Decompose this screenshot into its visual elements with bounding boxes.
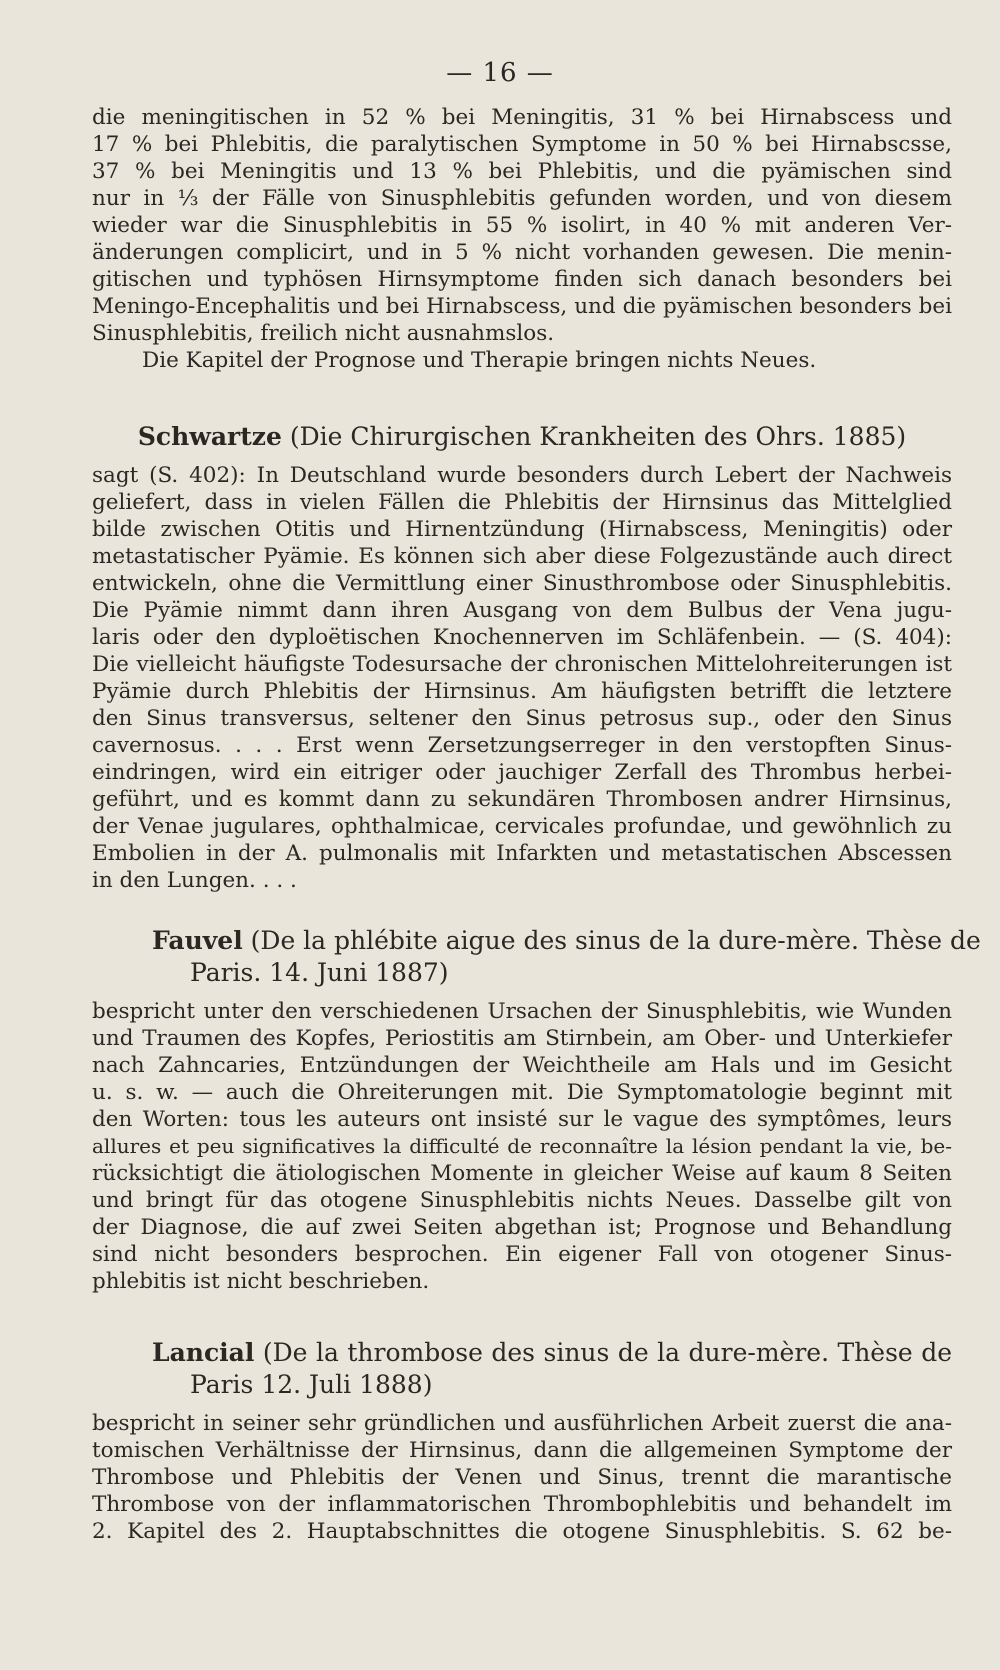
text-line: sagt (S. 402): In Deutschland wurde besonders durch Lebert der Nachweis bbox=[92, 463, 952, 488]
paragraph-statistics bbox=[92, 104, 952, 374]
text-line: 2. Kapitel des 2. Hauptabschnittes die otogene Sinusphlebitis. S. 62 be- bbox=[92, 1519, 952, 1544]
page-number: — 16 — bbox=[446, 58, 554, 88]
author-name: Lancial bbox=[152, 1338, 255, 1367]
text-line: den Worten: tous les auteurs ont insisté sur le vague des symptômes, leurs bbox=[92, 1107, 952, 1132]
section-lancial bbox=[92, 1337, 952, 1401]
text-line: laris oder den dyploëtischen Knochennerven im Schläfenbein. — (S. 404): bbox=[92, 625, 952, 650]
text-line: bilde zwischen Otitis und Hirnentzündung (Hirnabscess, Meningitis) oder bbox=[92, 517, 952, 542]
work-title-continued: Paris 12. Juli 1888) bbox=[190, 1370, 433, 1399]
author-name: Schwartze bbox=[137, 422, 282, 451]
text-line: metastatischer Pyämie. Es können sich aber diese Folgezustände auch direct bbox=[92, 544, 952, 569]
text-line: cavernosus. . . . Erst wenn Zersetzungserreger in den verstopften Sinus- bbox=[92, 733, 952, 758]
text-line: Sinusphlebitis, freilich nicht ausnahmslos. bbox=[92, 321, 555, 346]
text-line: nur in ⅓ der Fälle von Sinusphlebitis gefunden worden, und von diesem bbox=[92, 186, 952, 211]
text-line: geliefert, dass in vielen Fällen die Phlebitis der Hirnsinus das Mittelglied bbox=[92, 490, 952, 515]
text-line: den Sinus transversus, seltener den Sinus petrosus sup., oder den Sinus bbox=[92, 706, 952, 731]
text-line: und Traumen des Kopfes, Periostitis am Stirnbein, am Ober- und Unterkiefer bbox=[92, 1026, 952, 1051]
text-line: in den Lungen. . . . bbox=[92, 868, 297, 893]
text-line: 37 % bei Meningitis und 13 % bei Phlebitis, und die pyämischen sind bbox=[92, 159, 952, 184]
author-name: Fauvel bbox=[152, 926, 243, 955]
text-line: Thrombose von der inflammatorischen Thrombophlebitis und behandelt im bbox=[92, 1492, 952, 1517]
section-schwartze-body bbox=[92, 462, 952, 894]
text-line: Die vielleicht häufigste Todesursache der chronischen Mittelohreiterungen ist bbox=[92, 652, 952, 677]
work-title: (De la thrombose des sinus de la dure-mère. Thèse de bbox=[262, 1338, 952, 1367]
text-line: gitischen und typhösen Hirnsymptome finden sich danach besonders bei bbox=[92, 267, 952, 292]
text-line: bespricht in seiner sehr gründlichen und ausführlichen Arbeit zuerst die ana- bbox=[92, 1411, 952, 1436]
text-line: Pyämie durch Phlebitis der Hirnsinus. Am häufigsten betrifft die letztere bbox=[92, 679, 952, 704]
section-heading bbox=[92, 421, 952, 453]
text-line: tomischen Verhältnisse der Hirnsinus, dann die allgemeinen Symptome der bbox=[92, 1438, 952, 1463]
section-fauvel-body bbox=[92, 998, 952, 1295]
text-line: rücksichtigt die ätiologischen Momente in gleicher Weise auf kaum 8 Seiten bbox=[92, 1161, 952, 1186]
text-line: entwickeln, ohne die Vermittlung einer Sinusthrombose oder Sinusphlebitis. bbox=[92, 571, 952, 596]
text-line: Thrombose und Phlebitis der Venen und Sinus, trennt die marantische bbox=[92, 1465, 952, 1490]
section-fauvel bbox=[92, 925, 981, 989]
section-lancial-body bbox=[92, 1410, 952, 1545]
text-line: bespricht unter den verschiedenen Ursachen der Sinusphlebitis, wie Wunden bbox=[92, 999, 952, 1024]
text-line: phlebitis ist nicht beschrieben. bbox=[92, 1269, 430, 1294]
text-line: Die Pyämie nimmt dann ihren Ausgang von dem Bulbus der Vena jugu- bbox=[92, 598, 952, 623]
text-line: änderungen complicirt, und in 5 % nicht vorhanden gewesen. Die menin- bbox=[92, 240, 952, 265]
text-line: u. s. w. — auch die Ohreiterungen mit. Die Symptomatologie beginnt mit bbox=[92, 1080, 952, 1105]
text-line: der Venae jugulares, ophthalmicae, cervicales profundae, und gewöhnlich zu bbox=[92, 814, 952, 839]
text-line: wieder war die Sinusphlebitis in 55 % isolirt, in 40 % mit anderen Ver- bbox=[92, 213, 952, 238]
text-line: eindringen, wird ein eitriger oder jauchiger Zerfall des Thrombus herbei- bbox=[92, 760, 952, 785]
text-line: Meningo-Encephalitis und bei Hirnabscess, und die pyämischen besonders bei bbox=[92, 294, 952, 319]
section-schwartze bbox=[92, 421, 952, 453]
work-title: (Die Chirurgischen Krankheiten des Ohrs. 1885) bbox=[289, 422, 907, 451]
text-line: der Diagnose, die auf zwei Seiten abgethan ist; Prognose und Behandlung bbox=[92, 1215, 952, 1240]
text-line: Embolien in der A. pulmonalis mit Infarkten und metastatischen Abscessen bbox=[92, 841, 952, 866]
text-line: die meningitischen in 52 % bei Meningitis, 31 % bei Hirnabscess und bbox=[92, 105, 952, 130]
text-line: geführt, und es kommt dann zu sekundären Thrombosen andrer Hirnsinus, bbox=[92, 787, 952, 812]
section-heading bbox=[92, 1337, 952, 1369]
text-line: allures et peu significatives la difficulté de reconnaître la lésion pendant la vie, be- bbox=[92, 1134, 952, 1158]
text-line: sind nicht besonders besprochen. Ein eigener Fall von otogener Sinus- bbox=[92, 1242, 952, 1267]
text-line: 17 % bei Phlebitis, die paralytischen Symptome in 50 % bei Hirnabscsse, bbox=[92, 132, 952, 157]
text-line: und bringt für das otogene Sinusphlebitis nichts Neues. Dasselbe gilt von bbox=[92, 1188, 952, 1213]
text-line: Die Kapitel der Prognose und Therapie bringen nichts Neues. bbox=[142, 348, 817, 373]
work-title: (De la phlébite aigue des sinus de la dure-mère. Thèse de bbox=[250, 926, 981, 955]
work-title-continued: Paris. 14. Juni 1887) bbox=[190, 958, 449, 987]
section-heading bbox=[92, 925, 981, 957]
text-line: nach Zahncaries, Entzündungen der Weichtheile am Hals und im Gesicht bbox=[92, 1053, 952, 1078]
